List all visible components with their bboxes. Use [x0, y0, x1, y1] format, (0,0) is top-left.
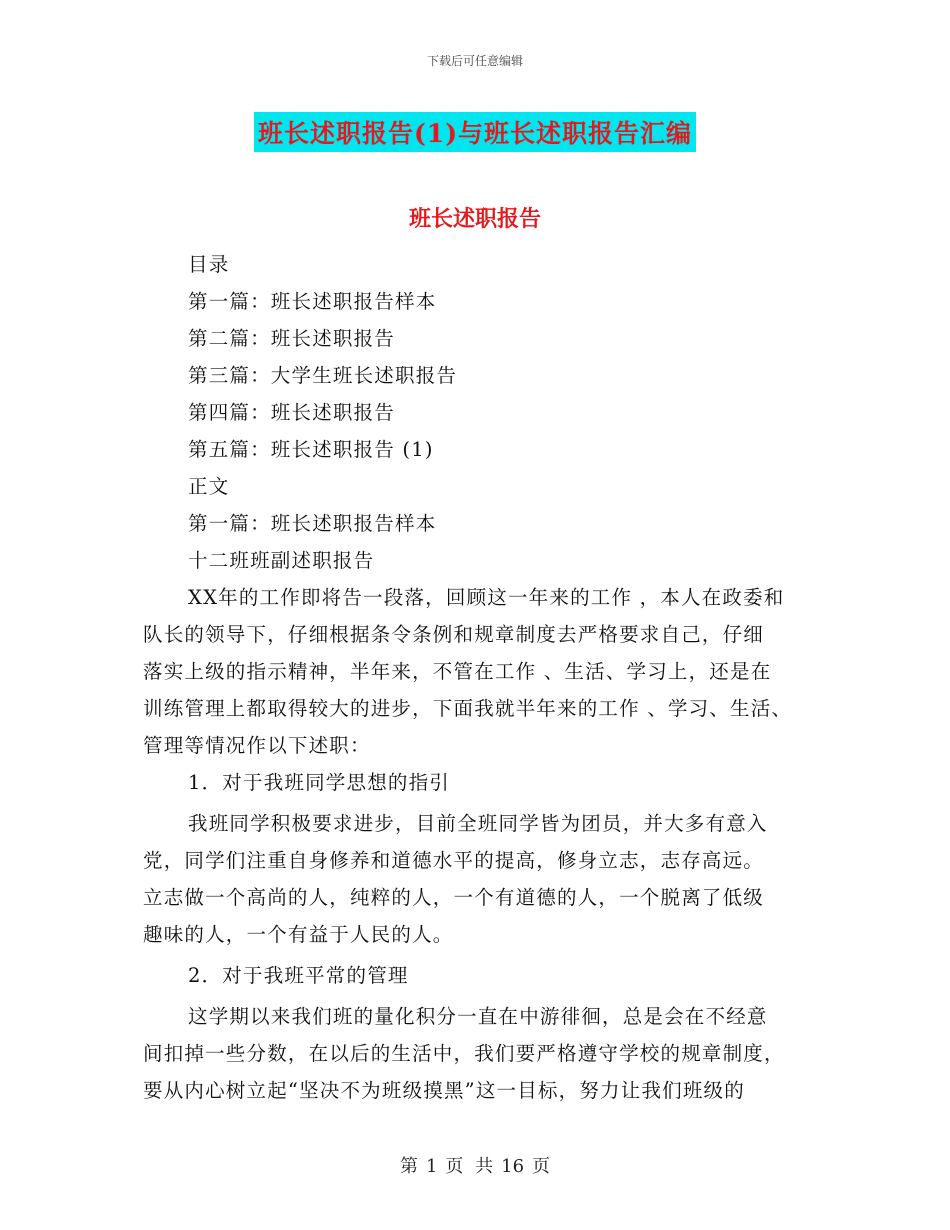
paragraph-line: 要从内心树立起“坚决不为班级摸黑”这一目标，努力让我们班级的 — [143, 1079, 745, 1102]
footer-prefix: 第 — [399, 1156, 418, 1177]
toc-item: 第四篇：班长述职报告 — [188, 401, 396, 424]
paragraph-line: 这学期以来我们班的量化积分一直在中游徘徊，总是会在不经意 — [188, 1005, 768, 1028]
toc-heading: 目录 — [188, 253, 230, 276]
section-2-title: 2．对于我班平常的管理 — [188, 964, 409, 987]
main-title: 班长述职报告(1)与班长述职报告汇编 — [254, 112, 696, 152]
page-footer — [0, 1152, 950, 1178]
paragraph-3 — [143, 998, 815, 1109]
toc-item: 第一篇：班长述职报告样本 — [188, 290, 437, 313]
sub-title: 班长述职报告 — [408, 206, 541, 232]
paragraph-line: 党，同学们注重自身修养和道德水平的提高，修身立志，志存高远。 — [143, 849, 765, 872]
body-text — [143, 246, 815, 1109]
header-note: 下载后可任意编辑 — [426, 54, 523, 68]
footer-middle: 页 共 — [445, 1156, 494, 1177]
footer-page-number: 1 — [425, 1156, 438, 1177]
paragraph-line: 间扣掉一些分数，在以后的生活中，我们要严格遵守学校的规章制度， — [143, 1042, 785, 1065]
toc-item: 第二篇：班长述职报告 — [188, 327, 396, 350]
main-title-wrap — [0, 112, 950, 152]
paragraph-line: 趣味的人，一个有益于人民的人。 — [143, 923, 454, 946]
paragraph-line: 队长的领导下，仔细根据条令条例和规章制度去严格要求自己，仔细 — [143, 623, 765, 646]
paragraph-line: 落实上级的指示精神，半年来，不管在工作 、生活、学习上，还是在 — [143, 660, 772, 683]
footer-suffix: 页 — [532, 1156, 551, 1177]
paragraph-2 — [143, 805, 815, 953]
footer-total-pages: 16 — [501, 1156, 525, 1177]
paragraph-line: 管理等情况作以下述职： — [143, 734, 371, 757]
paragraph-line: 训练管理上都取得较大的进步，下面我就半年来的工作 、学习、生活、 — [143, 697, 793, 720]
toc-item: 第三篇：大学生班长述职报告 — [188, 364, 458, 387]
report-title: 十二班班副述职报告 — [188, 549, 375, 572]
paragraph-line: 立志做一个高尚的人，纯粹的人，一个有道德的人，一个脱离了低级 — [143, 886, 765, 909]
body-heading: 正文 — [188, 475, 230, 498]
paragraph-line: XX年的工作即将告一段落，回顾这一年来的工作 ，本人在政委和 — [188, 586, 785, 609]
paragraph-1 — [143, 579, 815, 764]
toc-item: 第五篇：班长述职报告 (1) — [188, 438, 434, 461]
paragraph-line: 我班同学积极要求进步，目前全班同学皆为团员，并大多有意入 — [188, 812, 768, 835]
section-1-title: 1．对于我班同学思想的指引 — [188, 771, 451, 794]
chapter-title: 第一篇：班长述职报告样本 — [188, 512, 437, 535]
